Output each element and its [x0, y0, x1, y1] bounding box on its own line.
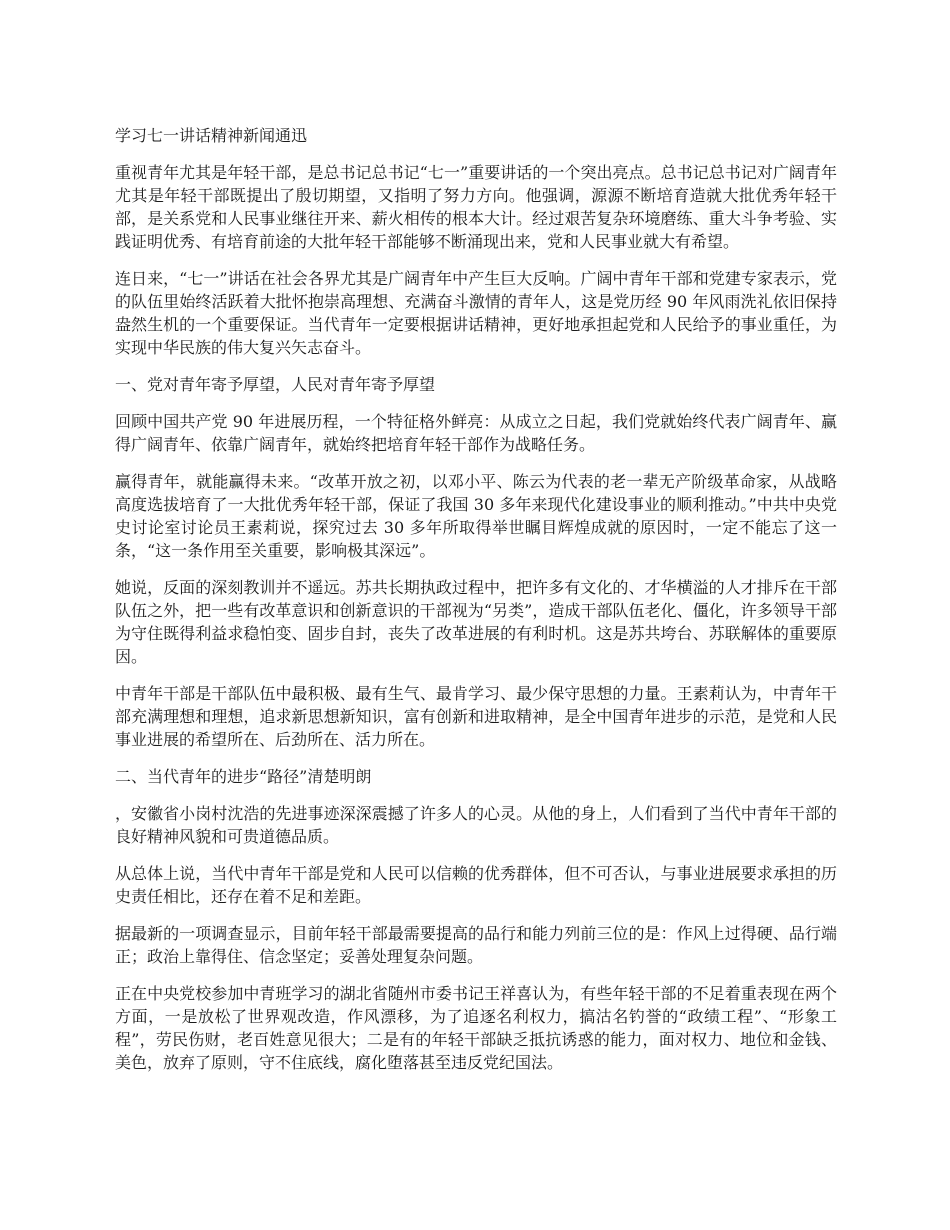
paragraph-2: 连日来，“七一”讲话在社会各界尤其是广阔青年中产生巨大反响。广阔中青年干部和党建专家表示，党的队伍里始终活跃着大批怀抱崇高理想、充满奋斗激情的青年人，这是党历经 90 年风雨洗礼依旧保持盎然生机的一个重要保证。当代青年一定要根据讲话精神，更好地承担起党和人民给予的事业重任，为实现中华民族的伟大复兴矢志奋斗。 — [115, 269, 837, 357]
document-title: 学习七一讲话精神新闻通迅 — [115, 126, 308, 145]
document-body — [115, 124, 837, 1088]
paragraph-7: ，安徽省小岗村沈浩的先进事迹深深震撼了许多人的心灵。从他的身上，人们看到了当代中青年干部的良好精神风貌和可贵道德品质。 — [115, 804, 837, 846]
paragraph-3: 回顾中国共产党 90 年进展历程，一个特征格外鲜亮：从成立之日起，我们党就始终代表广阔青年、赢得广阔青年、依靠广阔青年，就始终把培育年轻干部作为战略任务。 — [115, 412, 837, 454]
paragraph-1: 重视青年尤其是年轻干部，是总书记总书记“七一”重要讲话的一个突出亮点。总书记总书记对广阔青年尤其是年轻干部既提出了殷切期望，又指明了努力方向。他强调，源源不断培育造就大批优秀年轻干部，是关系党和人民事业继往开来、薪火相传的根本大计。经过艰苦复杂环境磨练、重大斗争考验、实践证明优秀、有培育前途的大批年轻干部能够不断涌现出来，党和人民事业就大有希望。 — [115, 163, 837, 251]
paragraph-4: 赢得青年，就能赢得未来。“改革开放之初，以邓小平、陈云为代表的老一辈无产阶级革命家，从战略高度选拔培育了一大批优秀年轻干部，保证了我国 30 多年来现代化建设事业的顺利推动。”中共中央党史讨论室讨论员王素莉说，探究过去 30 多年所取得举世瞩目辉煌成就的原因时，一定不能忘了这一条，“这一条作用至关重要，影响极其深远”。 — [115, 472, 837, 560]
section-heading-1: 一、党对青年寄予厚望，人民对青年寄予厚望 — [115, 375, 436, 394]
section-heading-2: 二、当代青年的进步“路径”清楚明朗 — [115, 767, 372, 786]
paragraph-8: 从总体上说，当代中青年干部是党和人民可以信赖的优秀群体，但不可否认，与事业进展要求承担的历史责任相比，还存在着不足和差距。 — [115, 864, 837, 906]
paragraph-10: 正在中央党校参加中青班学习的湖北省随州市委书记王祥喜认为，有些年轻干部的不足着重表现在两个方面，一是放松了世界观改造，作风漂移，为了追逐名利权力，搞沽名钓誉的“政绩工程”、“形象工程”，劳民伤财，老百姓意见很大；二是有的年轻干部缺乏抵抗诱惑的能力，面对权力、地位和金钱、美色，放弃了原则，守不住底线，腐化堕落甚至违反党纪国法。 — [115, 984, 837, 1072]
paragraph-5: 她说，反面的深刻教训并不遥远。苏共长期执政过程中，把许多有文化的、才华横溢的人才排斥在干部队伍之外，把一些有改革意识和创新意识的干部视为“另类”，造成干部队伍老化、僵化，许多领导干部为守住既得利益求稳怕变、固步自封，丧失了改革进展的有利时机。这是苏共垮台、苏联解体的重要原因。 — [115, 578, 837, 666]
paragraph-9: 据最新的一项调查显示，目前年轻干部最需要提高的品行和能力列前三位的是：作风上过得硬、品行端正；政治上靠得住、信念坚定；妥善处理复杂问题。 — [115, 924, 837, 966]
paragraph-6: 中青年干部是干部队伍中最积极、最有生气、最肯学习、最少保守思想的力量。王素莉认为，中青年干部充满理想和理想，追求新思想新知识，富有创新和进取精神，是全中国青年进步的示范，是党和人民事业进展的希望所在、后劲所在、活力所在。 — [115, 684, 837, 749]
